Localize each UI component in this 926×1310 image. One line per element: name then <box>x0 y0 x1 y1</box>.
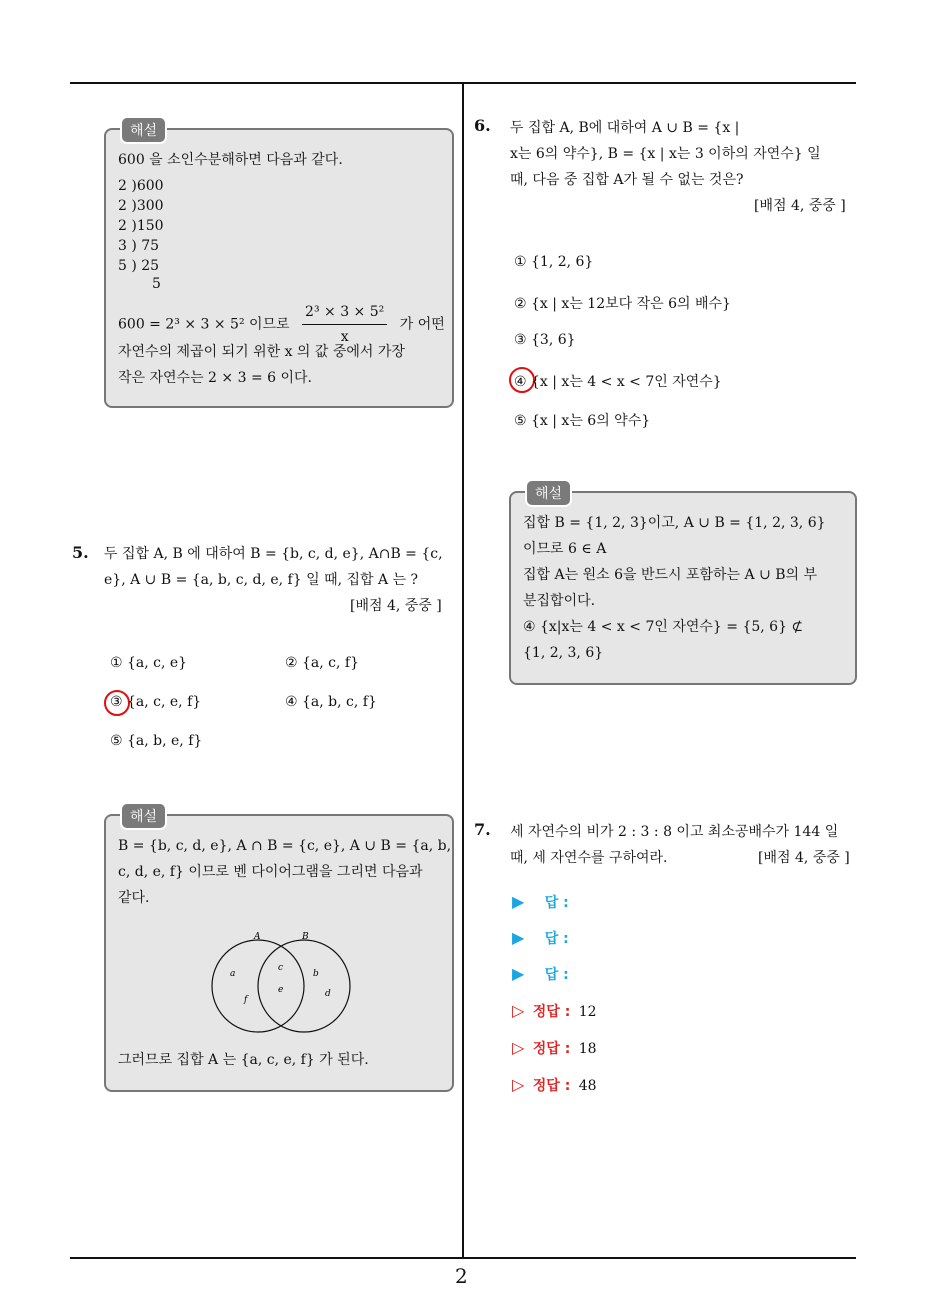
option-5[interactable]: ⑤ {a, b, e, f} <box>110 733 203 749</box>
solution-line: 집합 B = {1, 2, 3}이고, A ∪ B = {1, 2, 3, 6} <box>523 515 826 531</box>
option-4[interactable]: ④ {x | x는 4 < x < 7인 자연수} <box>514 374 722 390</box>
answer-label: 답 : <box>544 895 569 911</box>
question-points: [배점 4, 중중 ] <box>758 850 850 866</box>
bottom-rule <box>70 1257 856 1259</box>
solution-line: 자연수의 제곱이 되기 위한 x 의 값 중에서 가장 <box>118 344 405 360</box>
division-row: 2 )300 <box>118 198 164 214</box>
division-row: 2 )150 <box>118 218 164 234</box>
fraction-denominator: x <box>340 329 349 345</box>
solution-tag: 해설 <box>120 116 167 144</box>
solution-intro: 600 을 소인수분해하면 다음과 같다. <box>118 152 343 168</box>
solution-line: 집합 A는 원소 6을 반드시 포함하는 A ∪ B의 부 <box>523 567 818 583</box>
correct-label: 정답 : <box>532 1078 571 1094</box>
question-text: 세 자연수의 비가 2 : 3 : 8 이고 최소공배수가 144 일 <box>510 824 839 840</box>
question-number: 5. <box>72 543 89 562</box>
solution-line: 이므로 6 ∈ A <box>523 541 607 557</box>
solution-tag: 해설 <box>120 802 167 830</box>
correct-answer-2 <box>512 1038 597 1058</box>
solution-line: ④ {x|x는 4 < x < 7인 자연수} = {5, 6} ⊄ <box>523 619 804 635</box>
solution-tag: 해설 <box>525 479 572 507</box>
division-row: 5 ) 25 <box>118 258 160 274</box>
venn-element-d: d <box>325 989 331 999</box>
answer-field-3[interactable] <box>512 964 569 984</box>
option-2[interactable]: ② {a, c, f} <box>285 655 359 671</box>
correct-label: 정답 : <box>532 1004 571 1020</box>
option-3[interactable]: ③ {a, c, e, f} <box>110 694 202 710</box>
answer-label: 답 : <box>544 931 569 947</box>
question-text: 두 집합 A, B 에 대하여 B = {b, c, d, e}, A∩B = {c, <box>104 546 443 562</box>
question-text: 때, 세 자연수를 구하여라. <box>510 850 668 866</box>
answer-label: 답 : <box>544 967 569 983</box>
venn-element-a: a <box>230 969 236 979</box>
solution-line: {1, 2, 3, 6} <box>523 645 604 661</box>
question-points: [배점 4, 중중 ] <box>754 198 846 214</box>
solution-line: B = {b, c, d, e}, A ∩ B = {c, e}, A ∪ B = {a, b, <box>118 838 452 854</box>
play-triangle-icon: ▶ <box>512 928 525 947</box>
solution-box-q6 <box>509 486 857 685</box>
solution-box-q4 <box>104 123 454 408</box>
division-row: 5 <box>152 276 161 292</box>
correct-value: 18 <box>578 1041 597 1057</box>
column-divider <box>462 82 464 1258</box>
option-3[interactable]: ③ {3, 6} <box>514 332 576 348</box>
page-number: 2 <box>455 1264 468 1288</box>
question-text: e}, A ∪ B = {a, b, c, d, e, f} 일 때, 집합 A 는 ? <box>104 572 419 588</box>
correct-value: 48 <box>578 1078 597 1094</box>
outline-triangle-icon: ▷ <box>512 1001 525 1020</box>
question-number: 6. <box>474 116 491 135</box>
solution-conclusion: 그러므로 집합 A 는 {a, c, e, f} 가 된다. <box>118 1052 369 1068</box>
equation-tail: 가 어떤 <box>399 316 445 333</box>
option-5[interactable]: ⑤ {x | x는 6의 약수} <box>514 413 651 429</box>
correct-answer-1 <box>512 1001 597 1021</box>
outline-triangle-icon: ▷ <box>512 1075 525 1094</box>
division-row: 3 ) 75 <box>118 238 160 254</box>
solution-line: 분집합이다. <box>523 593 596 609</box>
play-triangle-icon: ▶ <box>512 964 525 983</box>
question-text: 때, 다음 중 집합 A가 될 수 없는 것은? <box>510 172 744 188</box>
option-2[interactable]: ② {x | x는 12보다 작은 6의 배수} <box>514 296 731 312</box>
question-text: 두 집합 A, B에 대하여 A ∪ B = {x | <box>510 120 740 136</box>
venn-element-e: e <box>278 985 284 995</box>
correct-value: 12 <box>578 1004 597 1020</box>
venn-element-c: c <box>278 963 284 973</box>
solution-line: 같다. <box>118 890 150 906</box>
option-4[interactable]: ④ {a, b, c, f} <box>285 694 377 710</box>
venn-diagram <box>206 926 356 1036</box>
question-text: x는 6의 약수}, B = {x | x는 3 이하의 자연수} 일 <box>510 146 821 162</box>
correct-label: 정답 : <box>532 1041 571 1057</box>
division-row: 2 )600 <box>118 178 164 194</box>
fraction-numerator: 2³ × 3 × 5² <box>302 300 387 325</box>
venn-label-b-set: B <box>302 932 309 942</box>
question-number: 7. <box>474 820 491 839</box>
answer-field-2[interactable] <box>512 928 569 948</box>
correct-answer-3 <box>512 1075 597 1095</box>
answer-field-1[interactable] <box>512 892 569 912</box>
equation-lead: 600 = 2³ × 3 × 5² 이므로 <box>118 316 290 333</box>
venn-element-f: f <box>244 995 248 1005</box>
option-1[interactable]: ① {a, c, e} <box>110 655 188 671</box>
option-1[interactable]: ① {1, 2, 6} <box>514 254 594 270</box>
play-triangle-icon: ▶ <box>512 892 525 911</box>
solution-line: c, d, e, f} 이므로 벤 다이어그램을 그리면 다음과 <box>118 864 423 880</box>
venn-element-b: b <box>313 969 319 979</box>
venn-label-a-set: A <box>254 932 261 942</box>
solution-line: 작은 자연수는 2 × 3 = 6 이다. <box>118 370 312 386</box>
question-points: [배점 4, 중중 ] <box>350 598 442 614</box>
outline-triangle-icon: ▷ <box>512 1038 525 1057</box>
solution-box-q5 <box>104 809 454 1092</box>
